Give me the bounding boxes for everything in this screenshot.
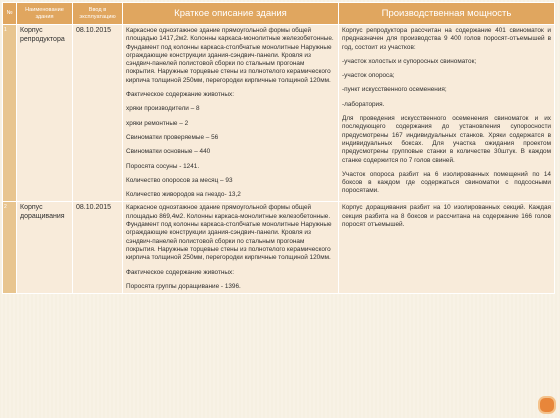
animals-item: Свиноматки проверяемые – 56 <box>126 133 219 141</box>
animals-item: Поросята группы доращивание - 1396. <box>126 282 241 290</box>
row-num: 2 <box>3 202 17 294</box>
description-text: Каркасное одноэтажное здание прямоугольной формы общей площадью 1417,2м2. Колонны каркаса-монолитные железобетонные. Фундамент под колонны каркаса-столбчатые монолитные Наружные ограждающие конструкции здания-сэндвич-панели. Кровля из сэндвич-панелей полистовой сборки по стальным прогонам покрытия. Наружные торцевые стены из полнотелого керамического кирпича толщиной 250мм, перегородки кирпичные толщиной 120мм. <box>126 27 334 84</box>
capacity-paragraph: Участок опороса разбит на 6 изолированных помещений по 14 боксов в каждом где содержаться свиноматки с подсосными поросятами. <box>342 170 551 195</box>
row-description <box>123 25 339 202</box>
capacity-paragraph: Для проведения искусственного осеменения свиноматок и их последующего содержания до установления супоросности предусмотрены 167 индивидуальных станков. Хряки содержатся в индивидуальных боксах. Для участка ожидания проектом предусмотрены групповые станки в количестве 30штук. В каждом станке содержится по 7 голов свиней. <box>342 115 551 164</box>
animals-item: хряки ремонтные – 2 <box>126 119 189 127</box>
capacity-item: -лаборатория. <box>342 100 385 108</box>
table-row <box>3 202 555 294</box>
header-name: Наименование здания <box>17 3 73 25</box>
header-desc: Краткое описание здания <box>123 3 339 25</box>
row-name: Корпус репродуктора <box>17 25 73 202</box>
row-capacity <box>339 202 555 294</box>
capacity-item: -пункт искусственного осеменения; <box>342 86 447 94</box>
animals-item: Поросята сосуны - 1241. <box>126 162 200 170</box>
capacity-item: -участок опороса; <box>342 72 395 80</box>
animals-item: Свиноматки основные – 440 <box>126 148 211 156</box>
capacity-item: -участок холостых и супоросных свиноматок; <box>342 57 477 65</box>
animals-item: Количество опоросов за месяц – 93 <box>126 176 233 184</box>
header-capacity: Производственная мощность <box>339 3 555 25</box>
row-description <box>123 202 339 294</box>
row-num: 1 <box>3 25 17 202</box>
description-text: Каркасное одноэтажное здание прямоугольной формы общей площадью 869,4м2. Колонны каркаса-монолитные железобетонные. Фундамент под колонны каркаса-столбчатые монолитные Наружные ограждающие конструкции здания-сэндвич-панели. Кровля из сэндвич-панелей полистовой сборки по стальным прогонам покрытия. Наружные торцевые стены из полнотелого керамического кирпича толщиной 250мм, перегородки кирпичные толщиной 120мм. <box>126 204 332 262</box>
row-name: Корпус доращивания <box>17 202 73 294</box>
table-row <box>3 25 555 202</box>
header-num: № <box>3 3 17 25</box>
animals-title: Фактическое содержание животных: <box>126 91 234 99</box>
animals-item: хряки производители – 8 <box>126 105 200 113</box>
capacity-intro: Корпус репродуктора рассчитан на содержание 401 свиноматок и предназначен для производства 9 400 голов поросят-отъемышей в год, состоит из участков: <box>342 27 551 51</box>
animals-title: Фактическое содержание животных: <box>126 268 234 276</box>
header-date: Ввод в эксплуатацию <box>73 3 123 25</box>
brand-logo <box>538 396 556 414</box>
capacity-intro: Корпус доращивания разбит на 10 изолированных секций. Каждая секция разбита на 8 боксов и рассчитана на содержание 166 голов поросят отъемышей. <box>342 204 551 229</box>
row-date: 08.10.2015 <box>73 202 123 294</box>
row-capacity <box>339 25 555 202</box>
animals-item: Количество живородов на гнездо- 13,2 <box>126 191 241 199</box>
table-header-row <box>3 3 555 25</box>
row-date: 08.10.2015 <box>73 25 123 202</box>
buildings-table <box>2 2 555 294</box>
